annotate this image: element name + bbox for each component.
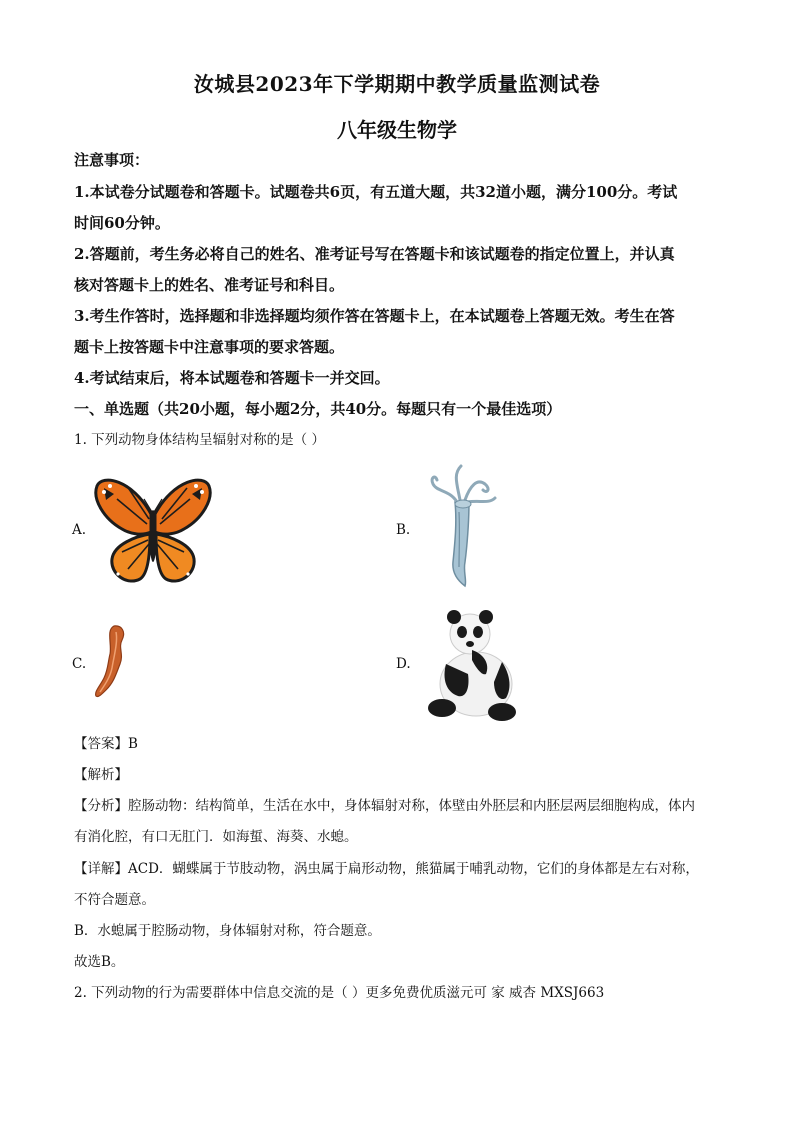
analysis-tag: 【解析】 — [74, 767, 128, 783]
exam-title: 汝城县2023年下学期期中教学质量监测试卷 — [193, 72, 601, 96]
notice-line: 1.本试卷分试题卷和答题卡。试题卷共6页，有五道大题，共32道小题，满分100分。考试 — [74, 183, 678, 201]
analysis-line: 【详解】ACD．蝴蝶属于节肢动物，涡虫属于扁形动物，熊猫属于哺乳动物，它们的身体都是左右对称， — [74, 861, 699, 877]
notice-line: 3.考生作答时，选择题和非选择题均须作答在答题卡上，在本试题卷上答题无效。考生在答 — [74, 307, 675, 325]
section-heading: 一、单选题（共20小题，每小题2分，共40分。每题只有一个最佳选项） — [74, 400, 562, 418]
option-label-a: A. — [72, 522, 87, 538]
panda-icon — [424, 604, 524, 724]
option-label-c: C. — [72, 656, 87, 672]
notice-heading: 注意事项： — [74, 151, 150, 169]
analysis-line: 【分析】腔肠动物：结构简单，生活在水中，身体辐射对称，体壁由外胚层和内胚层两层细胞构成，体内 — [74, 798, 695, 814]
flatworm-icon — [92, 622, 134, 702]
hydra-icon — [425, 462, 500, 590]
analysis-line: 不符合题意。 — [74, 892, 155, 908]
option-label-d: D. — [396, 656, 411, 672]
option-label-b: B. — [396, 522, 411, 538]
analysis-line: 故选B。 — [74, 954, 125, 970]
answer-text: 【答案】B — [74, 736, 138, 752]
question-stem: 1. 下列动物身体结构呈辐射对称的是（ ） — [74, 432, 325, 448]
notice-line: 4.考试结束后，将本试题卷和答题卡一并交回。 — [74, 369, 390, 387]
analysis-line: 有消化腔，有口无肛门．如海蜇、海葵、水螅。 — [74, 829, 358, 845]
question-stem: 2. 下列动物的行为需要群体中信息交流的是（ ）更多免费优质滋元可 家 威杏 MXSJ663 — [74, 985, 605, 1001]
notice-line: 2.答题前，考生务必将自己的姓名、准考证号写在答题卡和该试题卷的指定位置上，并认真 — [74, 245, 675, 263]
notice-line: 题卡上按答题卡中注意事项的要求答题。 — [74, 338, 345, 356]
notice-line: 核对答题卡上的姓名、准考证号和科目。 — [74, 276, 345, 294]
analysis-line: B．水螅属于腔肠动物，身体辐射对称，符合题意。 — [74, 923, 381, 939]
butterfly-icon — [92, 474, 214, 588]
exam-subtitle: 八年级生物学 — [337, 118, 457, 142]
notice-line: 时间60分钟。 — [74, 214, 170, 232]
